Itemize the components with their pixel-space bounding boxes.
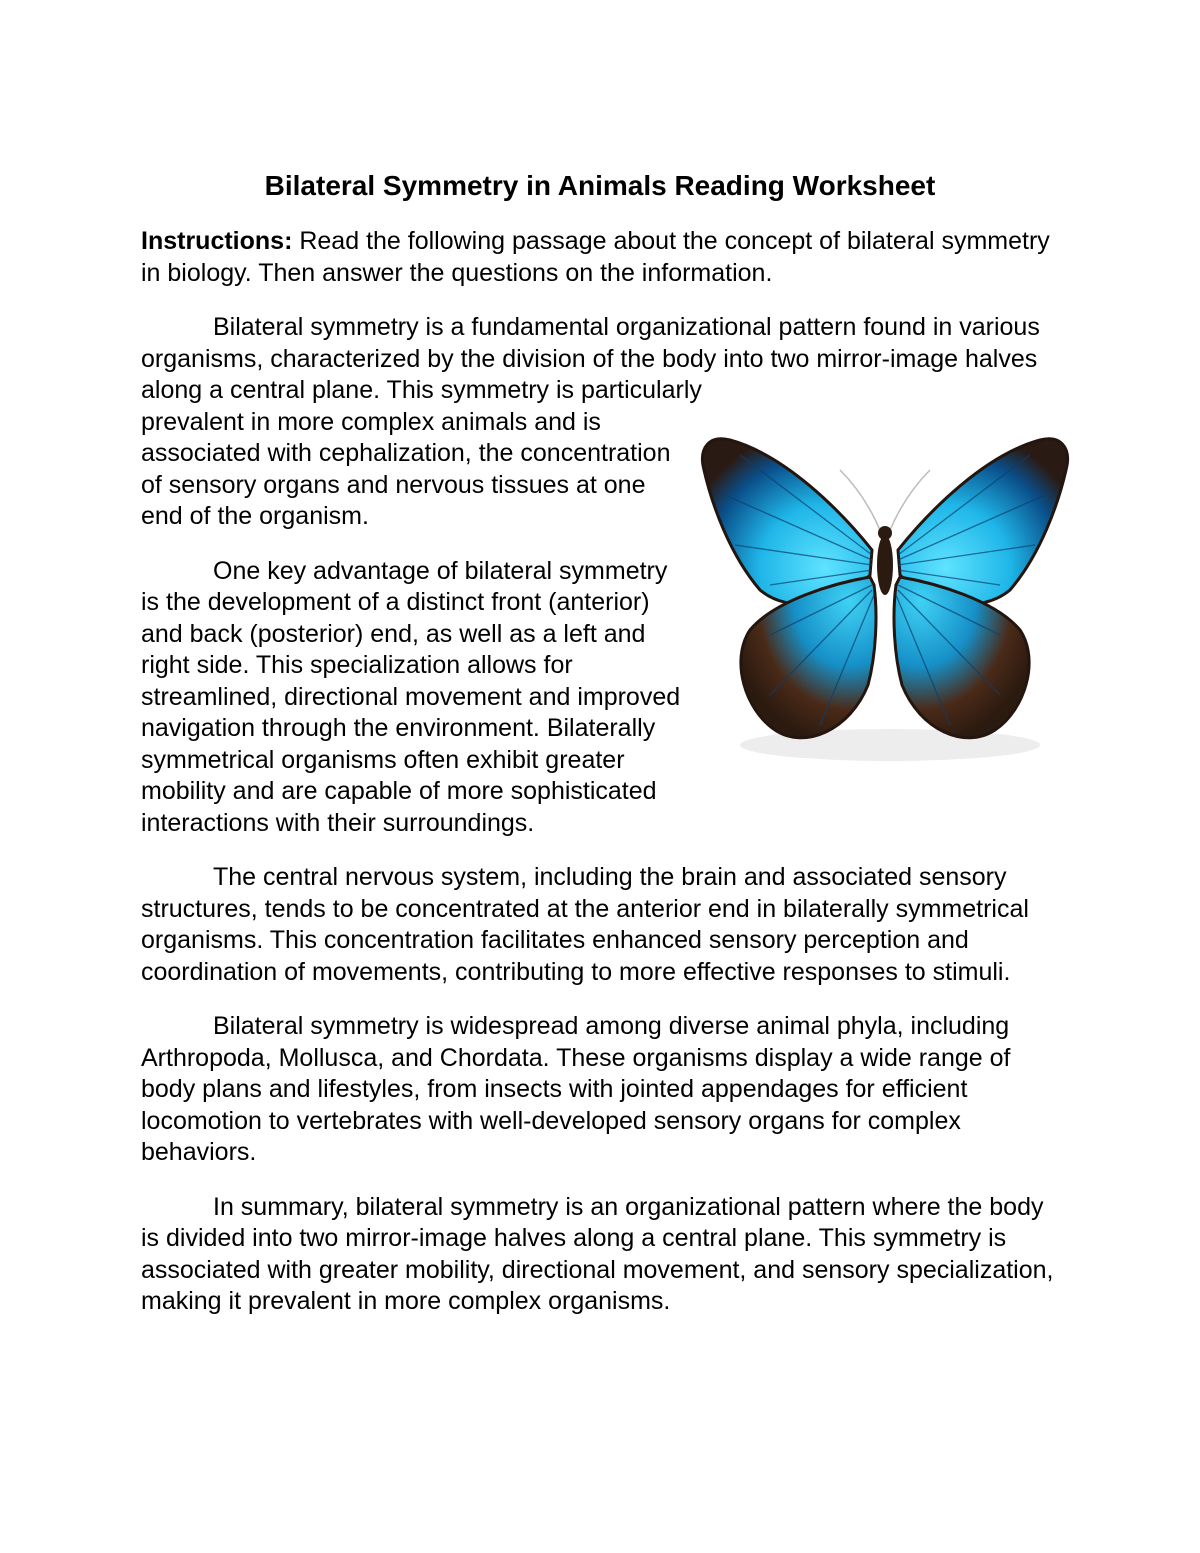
paragraph-1-continued: prevalent in more complex animals and is associated with cephalization, the concentration of sensory organs and nervous tissues at one end of the organism. bbox=[141, 407, 671, 530]
paragraph-4: Bilateral symmetry is widespread among diverse animal phyla, including Arthropoda, Mollusca, and Chordata. These organisms display a wide range of body plans and lifestyles, from insects with jointed appendages for efficient locomotion to vertebrates with well-developed sensory organs for complex behaviors. bbox=[141, 1012, 1011, 1166]
page-title: Bilateral Symmetry in Animals Reading Worksheet bbox=[264, 170, 936, 201]
worksheet-body bbox=[141, 226, 1066, 1341]
instructions-label: Instructions: bbox=[141, 227, 293, 255]
paragraph-3: The central nervous system, including the brain and associated sensory structures, tends to be concentrated at the anterior end in bilaterally symmetrical organisms. This concentration facilitates enhanced sensory perception and coordination of movements, contributing to more effective responses to stimuli. bbox=[141, 863, 1029, 986]
instructions bbox=[141, 226, 1066, 289]
paragraph-5: In summary, bilateral symmetry is an organizational pattern where the body is divided into two mirror-image halves along a central plane. This symmetry is associated with greater mobility, directional movement, and sensory specialization, making it prevalent in more complex organisms. bbox=[141, 1192, 1054, 1315]
butterfly-image bbox=[690, 415, 1080, 775]
paragraph-1: Bilateral symmetry is a fundamental organizational pattern found in various organisms, characterized by the division of the body into two mirror-image halves along a central plane. This symmetry is particularly bbox=[141, 313, 1040, 404]
paragraph-2: One key advantage of bilateral symmetry is the development of a distinct front (anterior) and back (posterior) end, as well as a left and right side. This specialization allows for streamlined, directional movement and improved navigation through the environment. Bilaterally symmetrical organisms often exhibit greater mobility and are capable of more sophisticated interactions with their surroundings. bbox=[141, 556, 681, 837]
butterfly-icon bbox=[690, 415, 1080, 775]
instructions-text: Read the following passage about the concept of bilateral symmetry in biology. Then answer the questions on the information. bbox=[141, 227, 1050, 287]
